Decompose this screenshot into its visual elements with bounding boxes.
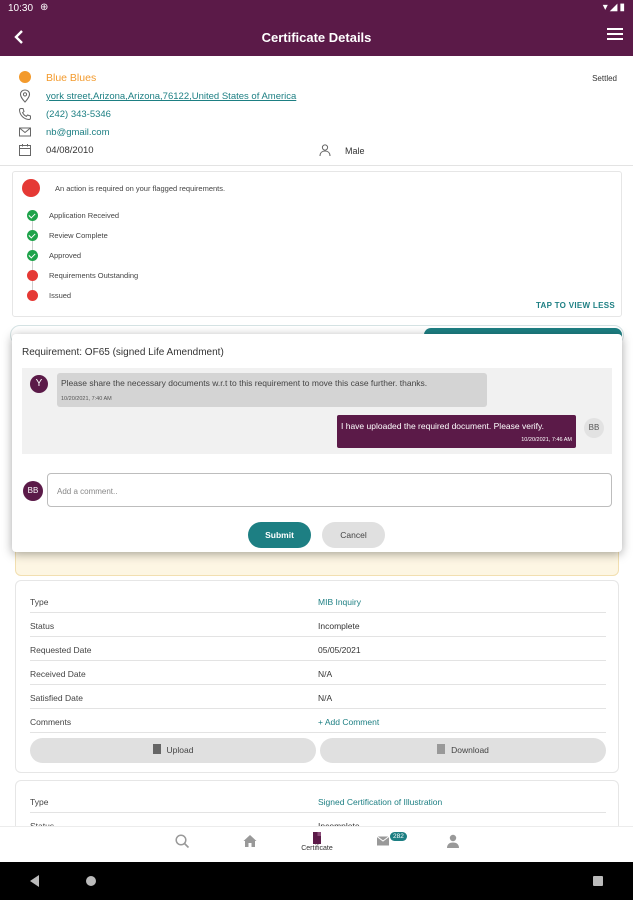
- download-file-icon: [437, 744, 445, 754]
- requirement-row-value: Signed Certification of Illustration: [318, 797, 443, 807]
- submit-button[interactable]: Submit: [248, 522, 311, 548]
- nav-home[interactable]: [240, 833, 260, 861]
- red-dot-icon: [27, 270, 38, 281]
- requirement-row-key: Received Date: [30, 669, 86, 679]
- nav-certificate[interactable]: [292, 831, 342, 859]
- requirement-row: [30, 789, 606, 813]
- system-back-icon[interactable]: [30, 875, 39, 887]
- requirement-row-key: Status: [30, 621, 55, 631]
- nav-profile[interactable]: [443, 833, 463, 861]
- check-icon: [27, 230, 38, 241]
- requirement-card: [15, 580, 619, 773]
- status-dot-icon: [19, 71, 31, 83]
- search-icon: [174, 833, 190, 849]
- nav-certificate-label: Certificate: [301, 845, 333, 852]
- phone-number[interactable]: (242) 343-5346: [46, 109, 111, 120]
- mail-icon: [18, 125, 32, 139]
- date-of-birth: 04/08/2010: [46, 145, 94, 156]
- certificate-icon: [310, 831, 324, 845]
- tap-to-view-less-link[interactable]: TAP TO VIEW LESS: [535, 301, 615, 310]
- requirement-row-value: N/A: [318, 693, 333, 703]
- phone-icon: [18, 107, 32, 121]
- requirements-progress-card: [12, 171, 622, 317]
- system-home-icon[interactable]: [86, 876, 96, 886]
- requirement-row-key: Requested Date: [30, 645, 92, 655]
- hamburger-menu-icon[interactable]: [607, 28, 623, 44]
- gender: Male: [345, 146, 365, 156]
- user-avatar: BB: [584, 418, 604, 438]
- outgoing-message-text: I have uploaded the required document. Please verify.: [341, 421, 545, 431]
- requirement-row: [30, 709, 606, 733]
- upload-button[interactable]: [30, 738, 316, 763]
- download-label: Download: [451, 745, 489, 755]
- agent-avatar: Y: [30, 375, 48, 393]
- requirement-row-value: MIB Inquiry: [318, 597, 361, 607]
- requirement-row-key: Type: [30, 797, 49, 807]
- nav-search[interactable]: [172, 833, 192, 861]
- chat-thread: [22, 368, 612, 454]
- requirement-row: [30, 613, 606, 637]
- email-address[interactable]: nb@gmail.com: [46, 127, 110, 138]
- requirement-row: [30, 589, 606, 613]
- comment-input[interactable]: Add a comment..: [47, 473, 612, 507]
- requirement-row: [30, 685, 606, 709]
- upload-file-icon: [153, 744, 161, 754]
- requirement-comment-dialog: [12, 334, 622, 552]
- requirement-row-value: Incomplete: [318, 621, 360, 631]
- home-icon: [242, 833, 258, 849]
- location-pin-icon: [18, 89, 32, 103]
- policy-status: Settled: [592, 74, 617, 83]
- profile-section: [0, 56, 633, 166]
- outgoing-message-time: 10/20/2021, 7:46 AM: [521, 437, 572, 443]
- app-bar: [0, 18, 633, 56]
- progress-step-label: Application Received: [49, 211, 120, 220]
- nav-messages[interactable]: [376, 833, 404, 861]
- person-icon: [318, 143, 332, 157]
- red-dot-icon: [27, 290, 38, 301]
- system-recents-icon[interactable]: [593, 876, 603, 886]
- progress-step-label: Requirements Outstanding: [49, 271, 139, 280]
- progress-step-label: Issued: [49, 291, 72, 300]
- cancel-button[interactable]: Cancel: [322, 522, 385, 548]
- requirement-row: [30, 637, 606, 661]
- address-link[interactable]: york street,Arizona,Arizona,76122,United States of America: [46, 91, 297, 102]
- alert-dot-icon: [22, 179, 40, 197]
- add-comment-link[interactable]: + Add Comment: [318, 717, 380, 727]
- insured-name: Blue Blues: [46, 72, 97, 84]
- requirement-row-key: Comments: [30, 717, 72, 727]
- download-button[interactable]: [320, 738, 606, 763]
- requirement-row: [30, 661, 606, 685]
- requirement-row-value: 05/05/2021: [318, 645, 361, 655]
- page-title: Certificate Details: [261, 30, 372, 45]
- system-navigation-bar: [0, 862, 633, 900]
- requirement-row-key: Type: [30, 597, 49, 607]
- check-icon: [27, 250, 38, 261]
- action-required-message: An action is required on your flagged requirements.: [55, 184, 226, 193]
- person-icon: [445, 833, 461, 849]
- status-system-icons: ▾◢▮: [602, 2, 627, 13]
- requirement-row-value: N/A: [318, 669, 333, 679]
- status-bar: [0, 0, 633, 18]
- messages-badge: 282: [390, 832, 407, 841]
- check-icon: [27, 210, 38, 221]
- upload-label: Upload: [166, 745, 194, 755]
- status-time: 10:30: [8, 3, 34, 14]
- outgoing-message: [337, 415, 576, 448]
- bottom-navigation: [0, 826, 633, 862]
- calendar-icon: [18, 143, 32, 157]
- incoming-message-time: 10/20/2021, 7:40 AM: [61, 396, 112, 402]
- requirement-row-key: Satisfied Date: [30, 693, 83, 703]
- dialog-title: Requirement: OF65 (signed Life Amendment): [22, 347, 224, 358]
- progress-step-label: Review Complete: [49, 231, 108, 240]
- incoming-message-text: Please share the necessary documents w.r.t to this requirement to move this case further. thanks.: [61, 378, 428, 388]
- user-avatar: BB: [23, 481, 43, 501]
- progress-step-label: Approved: [49, 251, 82, 260]
- incoming-message: [57, 373, 487, 407]
- status-notification-icon: ⊕: [40, 2, 49, 13]
